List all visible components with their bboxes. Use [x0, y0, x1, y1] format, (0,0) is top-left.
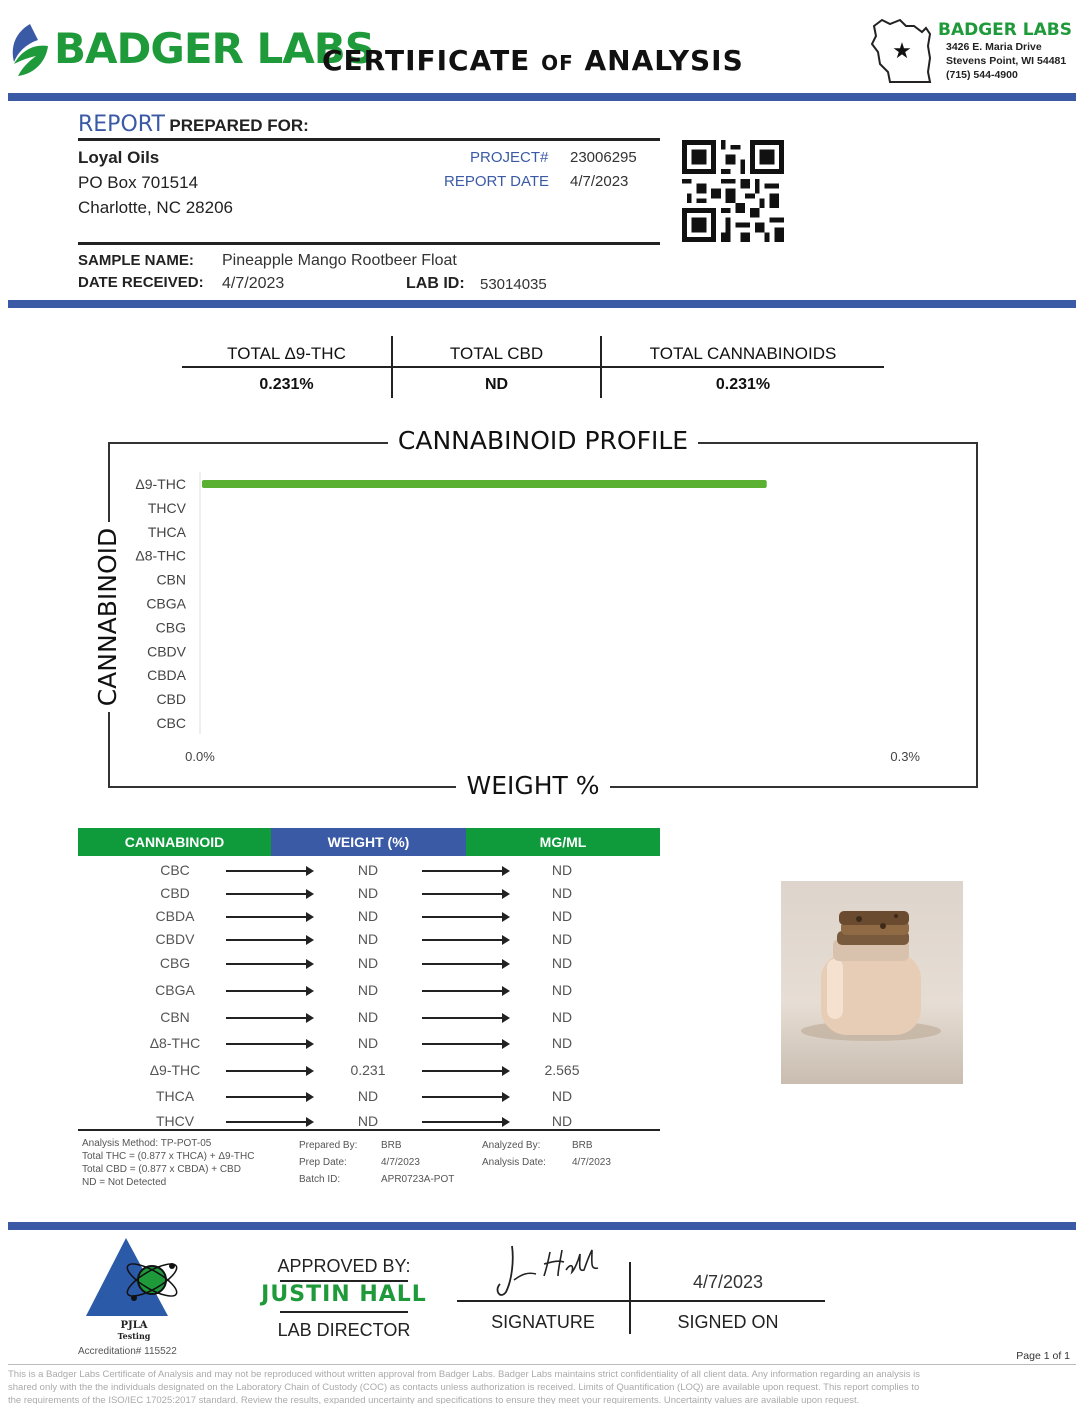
sample-name-value: Pineapple Mango Rootbeer Float [222, 252, 457, 269]
disclaimer-line3: the requirements of the ISO/IEC 17025:2017 standard. Review the results, expanded uncertainty and specifications to ensure they meet your requirements. Uncertainty values are available upon request. [8, 1395, 860, 1404]
total-cbd-formula: Total CBD = (0.877 x CBDA) + CBD [82, 1164, 241, 1175]
table-cell-weight: ND [357, 1009, 379, 1025]
table-cell-weight: ND [357, 885, 379, 901]
analysis-date-label: Analysis Date: [482, 1157, 546, 1168]
director-title: LAB DIRECTOR [277, 1320, 411, 1340]
title-word-of: OF [541, 51, 574, 75]
table-cell-mgml: ND [551, 1113, 573, 1129]
report-word: REPORT [78, 112, 165, 137]
table-cell-name: THCA [155, 1088, 195, 1104]
table-cell-mgml: ND [551, 908, 573, 924]
qr-code [682, 140, 784, 242]
table-cell-name: Δ9-THC [149, 1062, 201, 1078]
chart-category-label: Δ8-THC [135, 547, 186, 564]
batch-id-label: Batch ID: [299, 1174, 341, 1185]
client-name: Loyal Oils [78, 148, 160, 167]
table-header-cannabinoid: CANNABINOID [78, 828, 271, 856]
arrow-icon [226, 1070, 312, 1072]
project-label: PROJECT# [470, 149, 549, 166]
wisconsin-map-icon [868, 12, 940, 84]
arrow-icon [422, 939, 508, 941]
lab-phone: (715) 544-4900 [946, 69, 1018, 81]
table-cell-weight: ND [357, 931, 379, 947]
chart-bar [202, 480, 767, 488]
table-cell-mgml: ND [551, 1035, 573, 1051]
arrow-icon [422, 1043, 508, 1045]
report-rule-bottom [78, 242, 660, 245]
table-cell-mgml: ND [551, 1009, 573, 1025]
arrow-icon [226, 893, 312, 895]
analysis-date-value: 4/7/2023 [572, 1157, 611, 1168]
chart-category-label: CBN [156, 571, 186, 588]
table-cell-mgml: 2.565 [544, 1062, 580, 1078]
arrow-icon [422, 963, 508, 965]
arrow-icon [226, 939, 312, 941]
table-cell-name: CBN [160, 1009, 190, 1025]
table-cell-name: Δ8-THC [149, 1035, 201, 1051]
prep-date-label: Prep Date: [299, 1157, 347, 1168]
table-rule-bottom [78, 1129, 660, 1131]
pjla-line2: Testing [117, 1331, 151, 1341]
title-word-analysis: ANALYSIS [584, 44, 744, 77]
document-title [322, 44, 744, 77]
page-number: Page 1 of 1 [1016, 1350, 1070, 1362]
lab-address-line1: 3426 E. Maria Drive [946, 41, 1042, 53]
arrow-icon [226, 1121, 312, 1123]
analyzed-by-value: BRB [572, 1140, 593, 1151]
notes-prep-values [381, 1137, 454, 1188]
analysis-method: Analysis Method: TP-POT-05 [82, 1138, 212, 1149]
signature-rule [457, 1300, 825, 1302]
lab-id-label: LAB ID: [406, 275, 465, 292]
total-d9thc-label: TOTAL Δ9-THC [227, 344, 346, 363]
table-cell-mgml: ND [551, 982, 573, 998]
table-cell-weight: ND [357, 908, 379, 924]
prepared-by-label: Prepared By: [299, 1140, 358, 1151]
lab-id-value: 53014035 [480, 276, 547, 293]
table-cell-name: CBGA [155, 982, 195, 998]
table-header-weight: WEIGHT (%) [271, 828, 466, 856]
disclaimer-line1: This is a Badger Labs Certificate of Analysis and may not be reproduced without written approval from Badger Labs. Badger Labs maintains strict confidentiality of all client data. Any information regarding an analysis is [8, 1369, 920, 1380]
chart-category-label: Δ9-THC [135, 476, 186, 492]
chart-category-label: CBG [155, 619, 186, 636]
pjla-logo-icon [82, 1236, 186, 1320]
lab-address [946, 40, 1066, 82]
project-value: 23006295 [570, 149, 637, 166]
arrow-icon [422, 916, 508, 918]
table-cell-name: CBG [159, 955, 191, 971]
chart-category-label: CBDV [147, 643, 186, 660]
chart-title: CANNABINOID PROFILE [388, 426, 698, 455]
total-cannabinoids-value: 0.231% [715, 376, 771, 393]
table-cell-name: CBDV [155, 931, 195, 947]
notes-analysis-labels [482, 1137, 546, 1171]
chart-category-label: CBD [156, 691, 186, 708]
table-cell-weight: ND [357, 862, 379, 878]
header-divider [8, 93, 1076, 101]
handwritten-signature [492, 1240, 612, 1302]
chart-xlabel: WEIGHT % [456, 771, 609, 800]
report-date-value: 4/7/2023 [570, 173, 629, 190]
total-thc-formula: Total THC = (0.877 x THCA) + Δ9-THC [82, 1151, 255, 1162]
batch-id-value: APR0723A-POT [381, 1174, 455, 1185]
arrow-icon [226, 1096, 312, 1098]
logo-text: BADGER LABS [54, 24, 375, 73]
pjla-text [82, 1320, 186, 1342]
table-cell-mgml: ND [551, 862, 573, 878]
table-cell-weight: ND [357, 1113, 379, 1129]
arrow-icon [422, 893, 508, 895]
chart-ylabel: CANNABINOID [93, 522, 122, 713]
chart-x-tick-label: 0.3% [890, 749, 920, 764]
arrow-icon [226, 1043, 312, 1045]
prepared-by-value: BRB [381, 1140, 402, 1151]
signature-label: SIGNATURE [491, 1312, 595, 1332]
chart-category-label: CBDA [147, 667, 186, 684]
sample-photo [781, 881, 963, 1084]
table-header-mgml: MG/ML [466, 828, 660, 856]
table-cell-mgml: ND [551, 931, 573, 947]
director-name: JUSTIN HALL [261, 1282, 427, 1307]
total-cannabinoids-label: TOTAL CANNABINOIDS [649, 344, 837, 363]
table-cell-mgml: ND [551, 1088, 573, 1104]
chart-category-label: THCV [147, 499, 186, 516]
arrow-icon [422, 1070, 508, 1072]
date-received-label: DATE RECEIVED: [78, 274, 204, 291]
notes-prep-labels [299, 1137, 357, 1188]
notes-method [82, 1137, 254, 1189]
table-cell-weight: ND [357, 1088, 379, 1104]
report-divider [8, 300, 1076, 308]
date-received-value: 4/7/2023 [222, 275, 285, 292]
footer-divider [8, 1222, 1076, 1230]
totals-rule [182, 366, 884, 368]
chart-x-tick-label: 0.0% [185, 749, 215, 764]
lab-address-line2: Stevens Point, WI 54481 [946, 55, 1067, 67]
table-cell-name: CBDA [155, 908, 195, 924]
table-cell-weight: 0.231 [350, 1062, 386, 1078]
nd-legend: ND = Not Detected [82, 1177, 167, 1188]
lab-name: BADGER LABS [938, 20, 1072, 40]
chart-category-label: CBC [156, 715, 186, 731]
disclaimer-rule [8, 1364, 1076, 1365]
signed-on-label: SIGNED ON [677, 1312, 779, 1332]
report-date-label: REPORT DATE [444, 173, 550, 190]
table-cell-mgml: ND [551, 955, 573, 971]
analyzed-by-label: Analyzed By: [482, 1140, 541, 1151]
notes-analysis-values [572, 1137, 611, 1171]
table-cell-name: THCV [155, 1113, 195, 1129]
table-cell-name: CBC [160, 862, 190, 878]
approved-by-label: APPROVED BY: [277, 1256, 411, 1276]
sample-name-label: SAMPLE NAME: [78, 252, 194, 269]
arrow-icon [422, 990, 508, 992]
total-cbd-value: ND [484, 376, 509, 393]
total-d9thc-value: 0.231% [259, 376, 314, 393]
approved-rule-bottom [280, 1311, 408, 1313]
svg-text:★: ★ [892, 39, 912, 64]
arrow-icon [422, 1017, 508, 1019]
client-address1: PO Box 701514 [78, 173, 199, 192]
signed-date: 4/7/2023 [692, 1272, 764, 1292]
chart-category-label: THCA [147, 523, 186, 540]
report-rule-top [78, 138, 660, 141]
arrow-icon [226, 990, 312, 992]
table-cell-mgml: ND [551, 885, 573, 901]
prep-date-value: 4/7/2023 [381, 1157, 420, 1168]
badger-leaf-icon [8, 22, 50, 78]
disclaimer-line2: shared only with the the individuals designated on the Laboratory Chain of Custody (COC) as contacts unless authorization is received. Limits of Quantification (LOQ) are available upon request. This report complies to [8, 1382, 920, 1393]
total-cbd-label: TOTAL CBD [449, 344, 544, 363]
report-prepared-for [78, 112, 309, 137]
arrow-icon [226, 870, 312, 872]
title-word-certificate: CERTIFICATE [322, 44, 531, 77]
arrow-icon [422, 870, 508, 872]
table-cell-name: CBD [160, 885, 190, 901]
chart-category-label: CBGA [146, 595, 186, 612]
pjla-line1: PJLA [120, 1320, 148, 1331]
prepared-for-label: PREPARED FOR: [169, 116, 309, 135]
arrow-icon [422, 1121, 508, 1123]
table-cell-weight: ND [357, 955, 379, 971]
client-address2: Charlotte, NC 28206 [78, 198, 233, 217]
table-cell-weight: ND [357, 982, 379, 998]
arrow-icon [422, 1096, 508, 1098]
arrow-icon [226, 963, 312, 965]
arrow-icon [226, 1017, 312, 1019]
disclaimer [8, 1368, 1076, 1404]
table-cell-weight: ND [357, 1035, 379, 1051]
accreditation-number: Accreditation# 115522 [78, 1346, 177, 1357]
cannabinoid-profile-chart [110, 444, 976, 786]
arrow-icon [226, 916, 312, 918]
